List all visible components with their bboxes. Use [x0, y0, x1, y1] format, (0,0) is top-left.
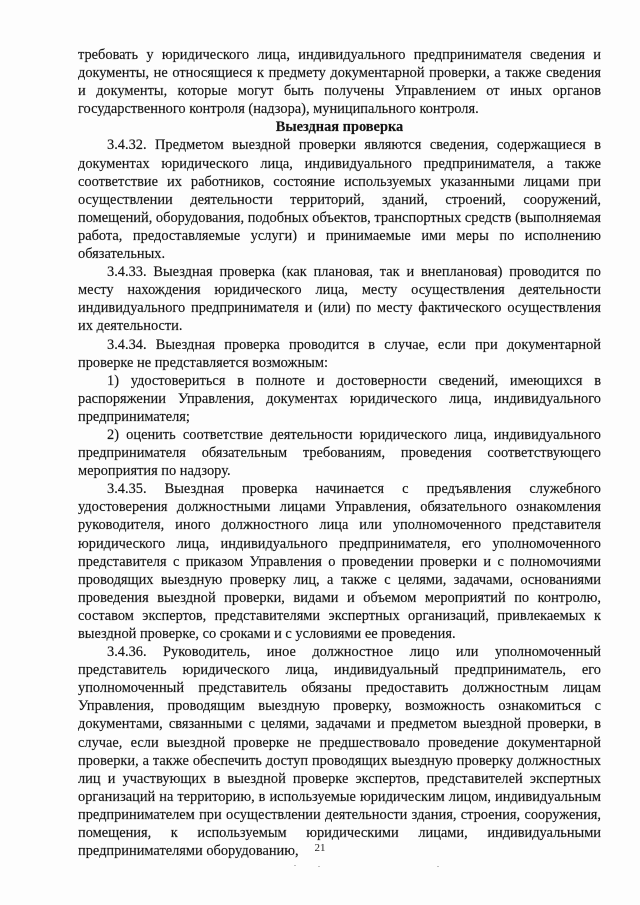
paragraph-3-4-34: 3.4.34. Выездная проверка проводится в случае, если при документарной проверке не представляется возможным:	[78, 336, 601, 371]
scan-speck	[318, 866, 320, 867]
intro-paragraph: требовать у юридического лица, индивидуального предпринимателя сведения и документы, не относящиеся к предмету документарной проверки, а также сведения и документы, которые могут быть получены Управлением от иных органов государственного контроля (надзора), муниципального контроля.	[78, 47, 601, 118]
paragraph-3-4-32: 3.4.32. Предметом выездной проверки являются сведения, содержащиеся в документах юридического лица, индивидуального предпринимателя, а также соответствие их работников, состояние используемых указанными лицами при осуществлении деятельности территорий, зданий, строений, сооружений, помещений, оборудования, подобных объектов, транспортных средств (выполняемая работа, предоставляемые услуги) и принимаемые ими меры по исполнению обязательных.	[78, 137, 601, 263]
paragraph-3-4-33: 3.4.33. Выездная проверка (как плановая, так и внеплановая) проводится по месту нахождения юридического лица, месту осуществления деятельности индивидуального предпринимателя и (или) по месту фактического осуществления их деятельности.	[78, 264, 601, 335]
list-item-1: 1) удостовериться в полноте и достоверности сведений, имеющихся в распоряжении Управления, документах юридического лица, индивидуального предпринимателя;	[78, 372, 601, 425]
paragraph-3-4-36: 3.4.36. Руководитель, иное должностное лицо или уполномоченный представитель юридического лица, индивидуальный предприниматель, его уполномоченный представитель обязаны предоставить должностным лицам Управления, проводящим выездную проверку, возможность ознакомиться с документами, связанными с целями, задачами и предметом выездной проверки, в случае, если выездной проверке не предшествовало проведение документарной проверки, а также обеспечить доступ проводящих выездную проверку должностных лиц и участвующих в выездной проверке экспертов, представителей экспертных организаций на территорию, в используемые юридическим лицом, индивидуальным предпринимателем при осуществлении деятельности здания, строения, сооружения, помещения, к используемым юридическими лицами, индивидуальными предпринимателями оборудованию,	[78, 644, 601, 860]
document-body	[78, 46, 601, 860]
scan-speck	[294, 865, 296, 866]
paragraph-3-4-35: 3.4.35. Выездная проверка начинается с предъявления служебного удостоверения должностными лицами Управления, обязательного ознакомления руководителя, иного должностного лица или уполномоченного представителя юридического лица, индивидуального предпринимателя, его уполномоченного представителя с приказом Управления о проведении проверки и с полномочиями проводящих выездную проверку лиц, а также с целями, задачами, основаниями проведения выездной проверки, видами и объемом мероприятий по контролю, составом экспертов, представителями экспертных организаций, привлекаемых к выездной проверке, со сроками и с условиями ее проведения.	[78, 481, 601, 642]
scan-speck	[437, 866, 439, 867]
list-item-2: 2) оценить соответствие деятельности юридического лица, индивидуального предпринимателя обязательным требованиям, проведения соответствующего мероприятия по надзору.	[78, 426, 601, 480]
section-heading: Выездная проверка	[275, 119, 404, 136]
page-number: 21	[314, 842, 326, 854]
